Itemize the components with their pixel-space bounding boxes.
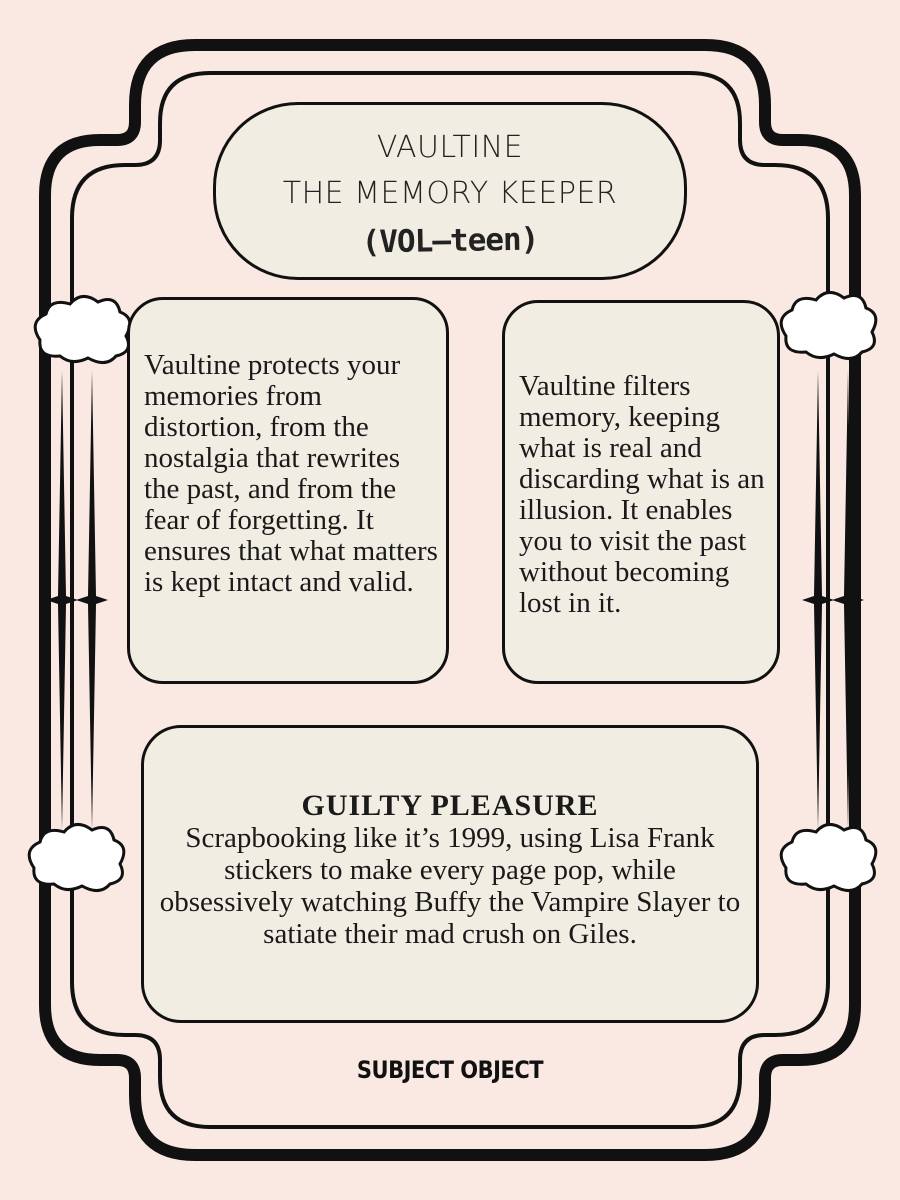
cloud-icon-bottom-left bbox=[29, 824, 124, 890]
cloud-icon-bottom-right bbox=[781, 824, 876, 890]
guilty-pleasure-panel bbox=[141, 725, 759, 1023]
title-panel bbox=[213, 102, 687, 280]
cloud-icon-top-right bbox=[781, 292, 876, 358]
brand-logo: SUBJECT OBJECT bbox=[356, 1056, 544, 1084]
protection-description: Vaultine protects your memories from distortion, from the nostalgia that rewrites the past, and from the fear of forgetting. It ensures that what matters is kept intact and valid. bbox=[144, 349, 438, 598]
protection-panel bbox=[127, 297, 449, 684]
guilty-pleasure-description: Scrapbooking like it’s 1999, using Lisa Frank stickers to make every page pop, while obsessively watching Buffy the Vampire Slayer to satiate their mad crush on Giles. bbox=[159, 822, 741, 950]
card-subtitle: THE MEMORY KEEPER bbox=[282, 176, 618, 211]
card-title: VAULTINE bbox=[376, 130, 524, 165]
filter-description: Vaultine filters memory, keeping what is real and discarding what is an illusion. It enables you to visit the past without becoming lost in it. bbox=[519, 370, 765, 619]
cloud-icon-top-left bbox=[35, 296, 130, 362]
filter-panel bbox=[502, 300, 780, 684]
guilty-pleasure-heading: GUILTY PLEASURE bbox=[301, 789, 599, 822]
left-star-ornaments bbox=[46, 370, 108, 830]
pronunciation-label: (VOL—teen) bbox=[361, 221, 539, 261]
